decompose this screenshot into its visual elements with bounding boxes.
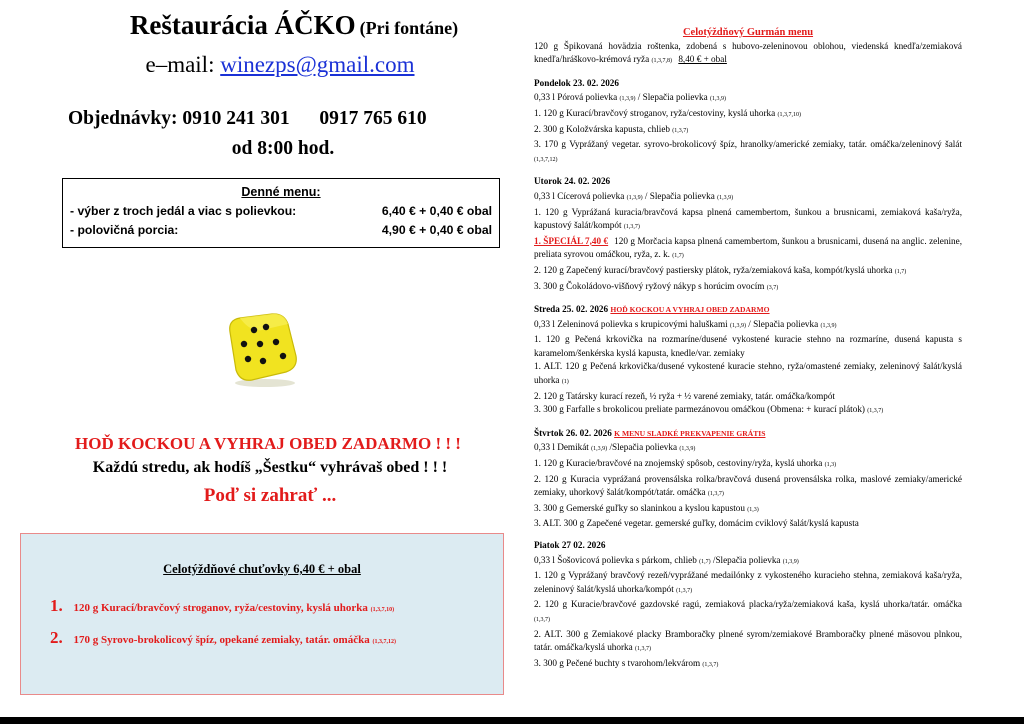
tuesday-soup	[534, 190, 962, 206]
day-title-friday: Piatok 27 02. 2026	[534, 540, 606, 550]
meal-text: 3. 300 g Farfalle s brokolicou preliate parmezánovou omáčkou (Obmena: + kurací plátok)	[534, 404, 865, 415]
allergens: (1,3,7,10)	[777, 111, 801, 118]
soup-text: 0,33 l Demikát	[534, 442, 589, 453]
bottom-border	[0, 717, 1024, 724]
orders-line	[68, 108, 427, 130]
wednesday-meal-3	[534, 403, 962, 419]
day-header-wednesday	[534, 303, 962, 317]
day-title-thursday: Štvrtok 26. 02. 2026	[534, 427, 612, 438]
wednesday-meal-1-alt	[534, 360, 962, 389]
meal-text: 3. 300 g Gemerské guľky so slaninkou a kyslou kapustou	[534, 502, 745, 513]
meal-text: 3. 300 g Pečené buchty s tvarohom/lekvárom	[534, 657, 701, 668]
monday-meal-3	[534, 138, 962, 167]
weekly-snack-num: 1.	[50, 596, 63, 615]
special-label: 1. ŠPECIÁL 7,40 €	[534, 235, 609, 246]
restaurant-name: Reštaurácia ÁČKO	[129, 10, 356, 40]
tuesday-meal-3	[534, 280, 962, 296]
allergens: (1,3,7)	[534, 616, 550, 623]
weekly-snack-text: 170 g Syrovo-brokolicový špíz, opekané zemiaky, tatár. omáčka	[73, 634, 370, 646]
email-line	[0, 52, 560, 78]
weekly-snack-item	[50, 596, 394, 616]
meal-text: 1. ALT. 120 g Pečená krkovička/dusené vykostené kuracie stehno, ryža/omastené zemiaky, zeleninový šalát/kyslá uhorka	[534, 361, 962, 386]
promo-line-3: Poď si zahrať ...	[203, 485, 337, 506]
tuesday-special	[534, 235, 962, 264]
allergens: (1,3,7)	[867, 408, 884, 415]
email-label: e–mail:	[145, 52, 215, 77]
phone-2[interactable]: 0917 765 610	[319, 108, 427, 129]
gourmet-title: Celotýždňový Gurmán menu	[682, 27, 814, 38]
friday-meal-3	[534, 657, 962, 673]
meal-text: 2. 120 g Kuracie/bravčové gazdovské ragú, zemiaková placka/ryža/zemiaková kaša, kyslá uhorka/tatár. omáčka	[534, 599, 962, 610]
daily-menu-row	[63, 204, 499, 218]
tuesday-meal-1	[534, 206, 962, 235]
monday-soup	[534, 91, 962, 107]
day-title-wednesday: Streda 25. 02. 2026	[534, 304, 609, 315]
opening-hours: od 8:00 hod.	[231, 138, 335, 159]
weekly-snacks-box	[20, 533, 504, 695]
soup-text: 0,33 l Cícerová polievka	[534, 190, 625, 201]
soup-text: 0,33 l Pórová polievka	[534, 92, 618, 103]
promo-line-1: HOĎ KOCKOU A VYHRAJ OBED ZADARMO ! ! !	[75, 434, 461, 453]
thursday-meal-2	[534, 473, 962, 502]
allergens: (1,3,9)	[591, 446, 608, 453]
allergens: (1,3,9)	[820, 322, 837, 329]
meal-text: 2. 120 g Kuracia vyprážaná provensálska rolka/bravčová dusená provensálska rolka, maslové zemiaky/americké zemiaky, uhorkový šalát/kompót/tatár. omáčka	[534, 473, 962, 498]
thursday-soup	[534, 441, 962, 457]
meal-text: 2. 120 g Zapečený kurací/bravčový pastiersky plátok, ryža/zemiaková kaša, kompót/kyslá uhorka	[534, 264, 893, 275]
wednesday-meal-1: 1. 120 g Pečená krkovička na rozmaríne/dusené vykostené kuracie stehno na rozmaríne, dusená kapusta s karamelom/šenkérska kyslá kapusta, knedle/var. zemiaky	[534, 334, 962, 358]
meal-text: 1. 120 g Kurací/bravčový stroganov, ryža/cestoviny, kyslá uhorka	[534, 107, 776, 118]
soup-text: 0,33 l Šošovicová polievka s párkom, chlieb	[534, 554, 697, 565]
day-title-monday: Pondelok 23. 02. 2026	[534, 77, 619, 88]
phone-1[interactable]: 0910 241 301	[182, 108, 290, 129]
allergens: (1,3,7)	[623, 224, 640, 231]
friday-meal-1	[534, 569, 962, 598]
gourmet-description: 120 g Špikovaná hovädzia roštenka, zdobená s hubovo-zeleninovou oblohou, viedenská knedľa/zemiaková knedľa/hráškovo-krémová ryža	[534, 40, 962, 65]
allergens: (1,3)	[824, 462, 837, 469]
day-header-thursday	[534, 427, 962, 441]
allergens: (1,3,9)	[729, 322, 746, 329]
allergens: (1,3,9)	[782, 558, 799, 565]
thursday-meal-1	[534, 457, 962, 473]
restaurant-header	[0, 10, 588, 41]
meal-text: 3. 300 g Čokoládovo-višňový ryžový nákyp s horúcim ovocím	[534, 280, 765, 291]
meal-text: 1. 120 g Vyprážaná kuracia/bravčová kapsa plnená camembertom, šunkou a brusnicami, zemiaková kaša/ryža, kapustový šalát/kompót	[534, 206, 962, 231]
soup-text-2: /Slepačia polievka	[710, 554, 781, 565]
allergens: (1,3,7)	[707, 491, 724, 498]
allergens: (1,3)	[747, 506, 759, 513]
meal-text: 3. 170 g Vyprážaný vegetar. syrovo-brokolicový špíz, hranolky/americké zemiaky, tatár. omáčka/zeleninový šalát	[534, 139, 962, 150]
day-tag: HOĎ KOCKOU A VYHRAJ OBED ZADARMO	[610, 305, 770, 315]
gourmet-allergens: (1,3,7,8)	[651, 58, 673, 65]
allergens: (1,3,9)	[679, 446, 696, 453]
gourmet-text	[534, 40, 962, 69]
allergens: (1,7)	[894, 268, 907, 275]
tuesday-meal-2	[534, 264, 962, 280]
allergens: (1,7)	[672, 253, 684, 260]
thursday-meal-3	[534, 502, 962, 518]
right-column	[534, 26, 962, 672]
allergens: (1,3,7,12)	[534, 156, 558, 163]
weekly-snack-item	[50, 628, 396, 648]
gourmet-price: 8,40 € + obal	[678, 54, 727, 65]
allergens: (1,3,7)	[672, 127, 689, 134]
meal-text: 1. 120 g Vyprážaný bravčový rezeň/vyprážané medailónky z vykosteného kuracieho stehna, zemiaková kaša/ryža, zeleninový šalát/kyslá uhorka/kompót	[534, 570, 962, 594]
daily-menu-row-label: - výber z troch jedál a viac s polievkou:	[70, 204, 297, 218]
daily-menu-row-price: 6,40 € + 0,40 € obal	[381, 204, 492, 218]
friday-meal-2	[534, 598, 962, 627]
weekly-snack-allergens: (1,3,7,12)	[372, 639, 396, 645]
dice-icon	[222, 306, 304, 388]
soup-text-2: / Slepačia polievka	[642, 190, 715, 201]
allergens: (1,3,7)	[702, 661, 719, 668]
restaurant-subtitle: (Pri fontáne)	[359, 18, 459, 38]
allergens: (1,3,7)	[635, 646, 652, 653]
meal-text: 2. 300 g Koložvárska kapusta, chlieb	[534, 123, 670, 134]
email-link[interactable]: winezps@gmail.com	[220, 52, 415, 77]
weekly-snacks-title: Celotýždňové chuťovky 6,40 € + obal	[163, 562, 361, 576]
orders-label: Objednávky:	[68, 108, 178, 129]
meal-text: 1. 120 g Kuracie/bravčové na znojemský spôsob, cestoviny/ryža, kyslá uhorka	[534, 458, 823, 469]
meal-text: 2. ALT. 300 g Zemiakové placky Bramboračky plnené syrom/zemiakové Bramboračky plnené mäsovou plnkou, tatár. omáčka/kyslá uhorka	[534, 628, 962, 653]
weekly-snack-text: 120 g Kurací/bravčový stroganov, ryža/cestoviny, kyslá uhorka	[73, 602, 368, 614]
soup-text: 0,33 l Zeleninová polievka s krupicovými haluškami	[534, 318, 728, 329]
wednesday-soup	[534, 318, 962, 334]
monday-meal-2	[534, 123, 962, 139]
daily-menu-row	[63, 223, 499, 237]
daily-menu-row-label: - polovičná porcia:	[70, 223, 179, 237]
allergens: (1,3,9)	[717, 194, 734, 201]
thursday-meal-3-alt: 3. ALT. 300 g Zapečené vegetar. gemerské guľky, domácim cviklový šalát/kyslá kapusta	[534, 518, 859, 529]
allergens: (1,3,9)	[619, 96, 636, 103]
meal-text: 120 g Morčacia kapsa plnená camembertom, šunkou a brusnicami, dusená na anglic. zelenine, preliata syrovou omáčkou, ryža, z. k.	[534, 235, 962, 260]
monday-meal-1	[534, 107, 962, 123]
soup-text-2: /Slepačia polievka	[607, 442, 678, 453]
soup-text-2: / Slepačia polievka	[635, 92, 708, 103]
allergens: (1,3,9)	[626, 194, 643, 201]
weekly-snack-num: 2.	[50, 628, 63, 647]
friday-meal-2-alt	[534, 628, 962, 657]
weekly-snack-allergens: (1,3,7,10)	[370, 607, 395, 613]
allergens: (3,7)	[766, 284, 779, 291]
day-tag: K MENU SLADKÉ PREKVAPENIE GRÁTIS	[614, 428, 766, 438]
allergens: (1,7)	[699, 558, 711, 565]
allergens: (1)	[561, 379, 569, 386]
day-title-tuesday: Utorok 24. 02. 2026	[534, 176, 611, 187]
daily-menu-row-price: 4,90 € + 0,40 € obal	[381, 223, 492, 237]
allergens: (1,3,9)	[709, 96, 726, 103]
daily-menu-title: Denné menu:	[241, 185, 321, 199]
promo-line-2: Každú stredu, ak hodíš „Šestku“ vyhrávaš obed ! ! !	[92, 459, 448, 476]
allergens: (1,3,7)	[676, 587, 693, 594]
soup-text-2: / Slepačia polievka	[745, 318, 819, 329]
friday-soup	[534, 554, 962, 570]
wednesday-meal-2: 2. 120 g Tatársky kurací rezeň, ½ ryža + ½ varené zemiaky, tatár. omáčka/kompót	[534, 390, 835, 401]
daily-menu-box	[62, 178, 500, 248]
